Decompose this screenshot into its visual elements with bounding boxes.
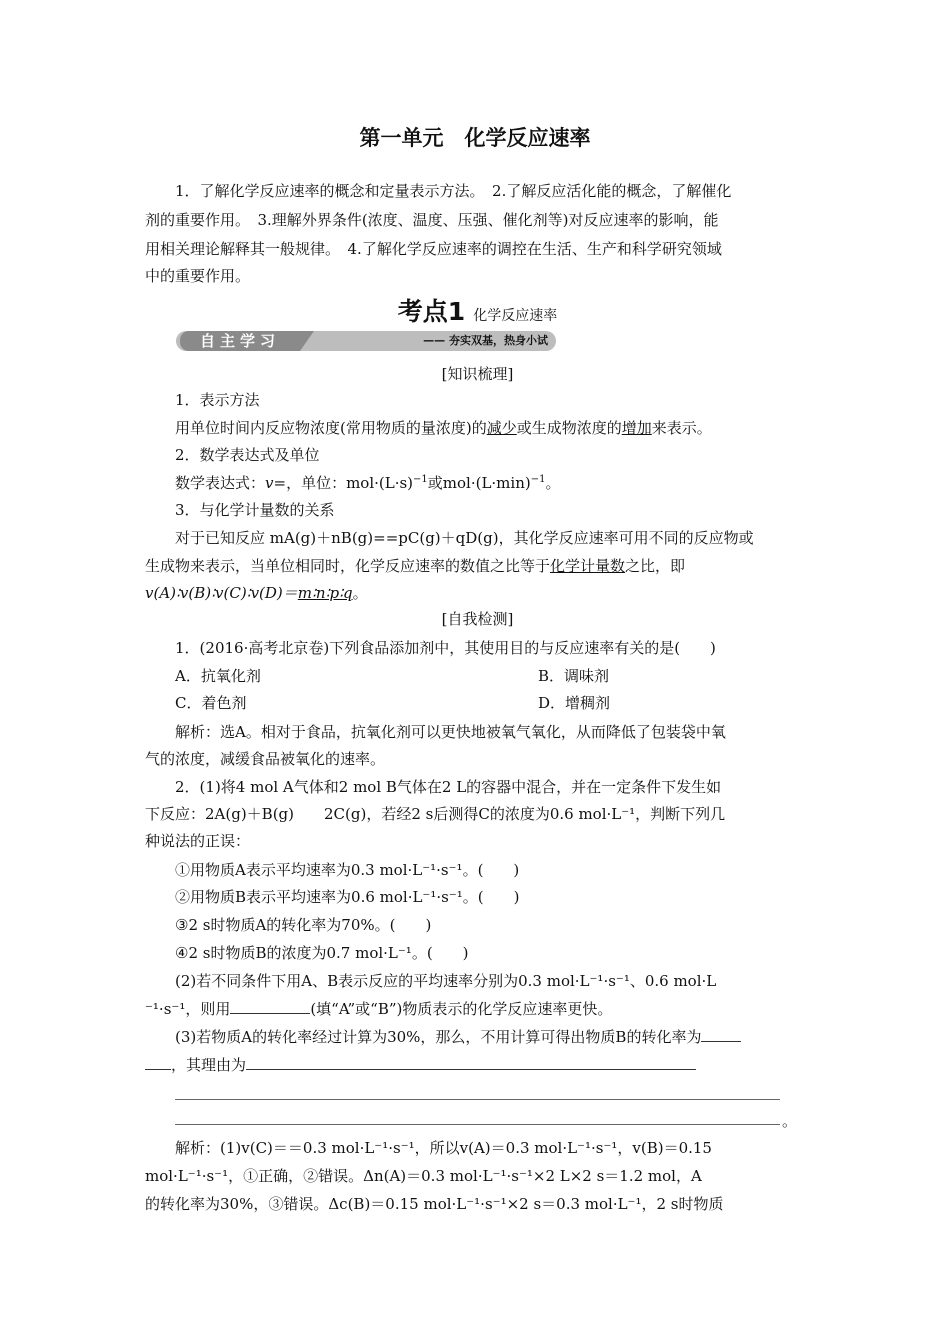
s2-text bbox=[175, 473, 810, 493]
s3-line-2-a: 生成物来表示，当单位相同时，化学反应速率的数值之比等于 bbox=[145, 557, 551, 575]
s1-title: 1．表示方法 bbox=[175, 391, 260, 409]
q1-stem: 1．(2016·高考北京卷)下列食品添加剂中，其使用目的与反应速率有关的是( ) bbox=[175, 639, 716, 657]
q1-option-b: B．调味剂 bbox=[538, 667, 610, 685]
q1-option-c: C．着色剂 bbox=[175, 694, 247, 712]
s1-underline-2: 增加 bbox=[621, 419, 652, 437]
s1-text-c: 来表示。 bbox=[651, 419, 712, 437]
s3-line-3-a: v(A)∶v(B)∶v(C)∶v(D)＝ bbox=[145, 584, 298, 602]
s1-text-b: 或生成物浓度的 bbox=[516, 419, 622, 437]
q2-answer-line-3: 的转化率为30%，③错误。Δc(B)＝0.15 mol·L⁻¹·s⁻¹×2 s＝0.3 mol·L⁻¹，2 s时物质 bbox=[145, 1195, 724, 1213]
selfcheck-header: [自我检测] bbox=[441, 610, 514, 628]
s2-text-b: =，单位：mol·(L·s) bbox=[273, 474, 414, 492]
q1-option-d: D．增稠剂 bbox=[538, 694, 611, 712]
q2-answer-line-2: mol·L⁻¹·s⁻¹，①正确，②错误。Δn(A)＝0.3 mol·L⁻¹·s⁻¹×2 L×2 s＝1.2 mol，A bbox=[145, 1167, 702, 1185]
s2-text-d: 。 bbox=[545, 474, 561, 492]
q2-3-line-1-text: (3)若物质A的转化率经过计算为30%，那么，不用计算可得出物质B的转化率为 bbox=[175, 1028, 702, 1046]
s1-text bbox=[175, 418, 810, 438]
kaodian-label: 考点1 bbox=[397, 297, 466, 326]
s3-line-1: 对于已知反应 mA(g)＋nB(g)==pC(g)＋qD(g)，其化学反应速率可用不同的反应物或 bbox=[175, 529, 754, 547]
section-banner bbox=[176, 331, 556, 351]
banner-subtitle: —— 夯实双基，热身小试 bbox=[423, 334, 548, 347]
s3-line-3-b: 。 bbox=[352, 584, 368, 602]
answer-rule-1[interactable] bbox=[175, 1099, 780, 1100]
q2-2-line-2-a: ⁻¹·s⁻¹，则用 bbox=[145, 1000, 231, 1018]
s1-underline-1: 减少 bbox=[486, 419, 517, 437]
objectives-line-3: 用相关理论解释其一般规律。 4.了解化学反应速率的调控在生活、生产和科学研究领域 bbox=[145, 240, 722, 258]
q2-3-blank-2[interactable] bbox=[246, 1055, 696, 1070]
q2-2-line-1: (2)若不同条件下用A、B表示反应的平均速率分别为0.3 mol·L⁻¹·s⁻¹、0.6 mol·L bbox=[175, 972, 717, 990]
q2-item-2: ②用物质B表示平均速率为0.6 mol·L⁻¹·s⁻¹。( ) bbox=[175, 888, 520, 906]
kaodian-heading bbox=[145, 292, 810, 328]
q2-2-blank[interactable] bbox=[230, 999, 310, 1014]
s3-underline: 化学计量数 bbox=[550, 557, 626, 575]
s2-sup-2: −1 bbox=[530, 474, 546, 485]
objectives-line-2: 剂的重要作用。 3.理解外界条件(浓度、温度、压强、催化剂等)对反应速率的影响，能 bbox=[145, 211, 719, 229]
s1-text-a: 用单位时间内反应物浓度(常用物质的量浓度)的 bbox=[175, 419, 487, 437]
s3-line-2 bbox=[145, 556, 810, 576]
s2-sup-1: −1 bbox=[413, 474, 428, 485]
page-title: 第一单元 化学反应速率 bbox=[359, 126, 591, 150]
kaodian-name: 化学反应速率 bbox=[473, 308, 558, 324]
q2-item-3: ③2 s时物质A的转化率为70%。( ) bbox=[175, 916, 432, 934]
q2-3-line-1 bbox=[175, 1027, 810, 1047]
q2-3-line-2 bbox=[145, 1055, 810, 1075]
s2-text-c: 或mol·(L·min) bbox=[427, 474, 531, 492]
q1-option-a: A．抗氧化剂 bbox=[175, 667, 261, 685]
q2-3-blank-1[interactable] bbox=[701, 1027, 741, 1042]
q2-3-period: 。 bbox=[782, 1112, 798, 1130]
q2-line-1: 2．(1)将4 mol A气体和2 mol B气体在2 L的容器中混合，并在一定条件下发生如 bbox=[175, 778, 722, 796]
banner-tab-cut bbox=[300, 331, 314, 351]
s2-title: 2．数学表达式及单位 bbox=[175, 446, 320, 464]
s3-line-3 bbox=[145, 583, 810, 603]
q2-2-line-2 bbox=[145, 999, 810, 1019]
q2-item-4: ④2 s时物质B的浓度为0.7 mol·L⁻¹。( ) bbox=[175, 944, 469, 962]
q2-3-line-2-text: ，其理由为 bbox=[171, 1056, 247, 1074]
q2-item-1: ①用物质A表示平均速率为0.3 mol·L⁻¹·s⁻¹。( ) bbox=[175, 861, 520, 879]
q2-answer-line-1: 解析：(1)v(C)＝＝0.3 mol·L⁻¹·s⁻¹，所以v(A)＝0.3 mol·L⁻¹·s⁻¹，v(B)＝0.15 bbox=[175, 1139, 712, 1157]
answer-rule-2[interactable] bbox=[175, 1124, 780, 1125]
q2-line-3: 种说法的正误： bbox=[145, 832, 251, 850]
q2-3-blank-1-cont[interactable] bbox=[145, 1055, 171, 1070]
s3-line-2-b: 之比，即 bbox=[625, 557, 686, 575]
objectives-line-4: 中的重要作用。 bbox=[145, 267, 251, 285]
s3-line-3-underline: m∶n∶p∶q bbox=[297, 584, 353, 602]
s3-title: 3．与化学计量数的关系 bbox=[175, 501, 335, 519]
s2-text-a: 数学表达式： bbox=[175, 474, 266, 492]
objectives-line-1: 1．了解化学反应速率的概念和定量表示方法。 2.了解反应活化能的概念，了解催化 bbox=[175, 182, 732, 200]
knowledge-header: [知识梳理] bbox=[441, 365, 514, 383]
q1-answer-line-2: 气的浓度，减缓食品被氧化的速率。 bbox=[145, 750, 386, 768]
q2-line-2: 下反应：2A(g)＋B(g) 2C(g)，若经2 s后测得C的浓度为0.6 mol·L⁻¹，判断下列几 bbox=[145, 805, 726, 823]
q1-answer-line-1: 解析：选A。相对于食品，抗氧化剂可以更快地被氧气氧化，从而降低了包装袋中氧 bbox=[175, 723, 726, 741]
q2-2-line-2-b: (填“A”或“B”)物质表示的化学反应速率更快。 bbox=[310, 1000, 613, 1018]
banner-tab: 自主学习 bbox=[180, 331, 300, 351]
s2-v: v bbox=[265, 474, 274, 492]
